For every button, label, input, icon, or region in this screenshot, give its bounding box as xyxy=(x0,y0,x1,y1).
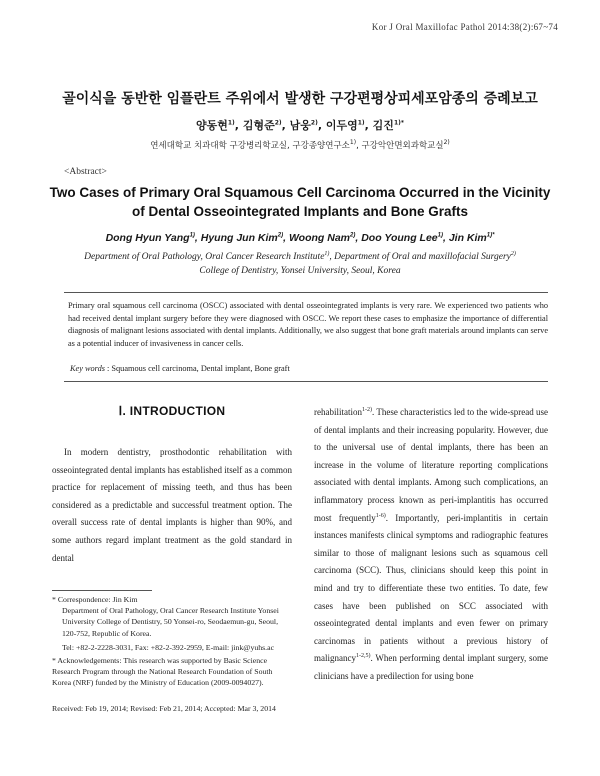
korean-affiliation: 연세대학교 치과대학 구강병리학교실, 구강종양연구소$^{1)}$, 구강악안면외과학교실$^{2)}$ xyxy=(150,139,450,151)
author-name: Dong Hyun Yang xyxy=(105,232,190,244)
author-name: 김진 xyxy=(372,119,394,132)
keywords-text: : Squamous cell carcinoma, Dental implant, Bone graft xyxy=(104,364,290,373)
correspondence-address: Department of Oral Pathology, Oral Cancer Research Institute Yonsei University College of Dentistry, 50 Yonsei-ro, Seodaemun-gu, Seoul, 120-752, Republic of Korea. xyxy=(62,606,279,638)
english-affiliation xyxy=(48,250,552,278)
correspondence-contact: Tel: +82-2-2228-3031, Fax: +82-2-392-2959, E-mail: jink@yuhs.ac xyxy=(62,642,275,652)
abstract-text: Primary oral squamous cell carcinoma (OSCC) associated with dental osseointegrated implants is very rare. We experienced two patients who had received dental implant surgery before they were diagnosed with OSCC. We report these cases to emphasize the importance of differential diagnosis of malignant lesions associated with dental implants. Additionally, we also suggest that bone graft materials around implants can serve as a potential inducer of invasiveness in cancer cells. xyxy=(68,301,548,348)
author-mark: 2) xyxy=(350,232,356,239)
author-name: 양동현 xyxy=(195,119,228,132)
affiliation-text: , Department of Oral and maxillofacial Surgery xyxy=(329,252,511,262)
citation-ref: 1-2) xyxy=(361,407,372,413)
affiliation-mark: 1) xyxy=(324,250,330,257)
author-mark: 2) xyxy=(310,119,318,127)
journal-citation: Kor J Oral Maxillofac Pathol 2014:38(2):67~74 xyxy=(371,22,558,32)
author-mark: 1) xyxy=(227,119,235,127)
author-mark: 1)* xyxy=(486,232,495,239)
english-title-line: of Dental Osseointegrated Implants and Bone Grafts xyxy=(131,204,469,219)
english-title-line: Two Cases of Primary Oral Squamous Cell Carcinoma Occurred in the Vicinity xyxy=(49,185,551,200)
abstract-bottom-rule xyxy=(64,381,548,382)
korean-title: 골이식을 동반한 임플란트 주위에서 발생한 구강편평상피세포암종의 증례보고 xyxy=(62,91,538,107)
author-name: Jin Kim xyxy=(448,232,487,244)
affiliation-mark: 2) xyxy=(443,139,450,147)
affiliation-text: Department of Oral Pathology, Oral Cancer Research Institute xyxy=(84,252,325,262)
received-dates: Received: Feb 19, 2014; Revised: Feb 21, 2014; Accepted: Mar 3, 2014 xyxy=(52,704,276,713)
acknowledgements-label: * Acknowledgements: xyxy=(52,656,122,665)
correspondence-footnote xyxy=(52,594,292,653)
korean-author-list: 양동현$^{1)}$, 김형준$^{2)}$, 남웅$^{2)}$, 이두영$^{1)}$, 김진$^{1)*}$ xyxy=(195,119,404,132)
author-name: 김형준 xyxy=(242,119,275,132)
affiliation-text: 구강악안면외과학교실 xyxy=(361,141,444,151)
affiliation-text: College of Dentistry, Yonsei University, Seoul, Korea xyxy=(199,266,401,276)
author-name: 남웅 xyxy=(289,119,311,132)
section-heading: Ⅰ. INTRODUCTION xyxy=(118,404,226,418)
body-text: . These characteristics led to the wide-spread use of dental implants and their increasing popularity. However, due to the universal use of dental implants, there has been an increase in the volume of literature reporting complications associated with dental implants. Among such complications, an inflammatory process known as peri-implantitis has occurred most frequently xyxy=(314,407,548,523)
body-column-right xyxy=(314,404,548,686)
english-title xyxy=(40,183,560,221)
author-name: Woong Nam xyxy=(288,232,351,244)
abstract-top-rule xyxy=(64,292,548,293)
author-name: Doo Young Lee xyxy=(361,232,438,244)
author-mark: 1) xyxy=(357,119,365,127)
english-author-list: Dong Hyun Yang$^{1)}$, Hyung Jun Kim$^{2)}$, Woong Nam$^{2)}$, Doo Young Lee$^{1)}$, Jin Kim$^{1)*}$ xyxy=(105,232,495,244)
citation-ref: 1-6) xyxy=(375,512,386,519)
affiliation-mark: 2) xyxy=(510,250,516,257)
author-mark: 1)* xyxy=(393,119,404,127)
body-column-left: In modern dentistry, prosthodontic rehabilitation with osseointegrated dental implants has established itself as a common practice for replacement of missing teeth, and thus has been considered as a predictable and successful treatment option. The overall success rate of dental implants is higher than 90%, and some authors regard implant treatment as the gold standard in dental xyxy=(52,447,292,563)
author-name: Hyung Jun Kim xyxy=(200,232,278,244)
author-name: 이두영 xyxy=(325,119,358,132)
body-text: . When performing dental implant surgery, some clinicians have a predilection for using bone xyxy=(314,653,548,681)
keywords-label: Key words xyxy=(70,364,105,373)
body-text: . Importantly, peri-implantitis in certain instances manifests clinical symptoms and radiographic features similar to those of malignant lesions such as squamous cell carcinoma (SCC). Thus, clinicians should keep this point in mind and try to differentiate these two entities. To date, few cases have been published on SCC associated with osseointegrated dental implants and even fewer on primary carcinomas in patients without a previous history of malignancy xyxy=(314,512,548,664)
author-mark: 1) xyxy=(189,232,195,239)
affiliation-mark: 1) xyxy=(349,139,357,147)
citation-ref: 1-2,5) xyxy=(356,653,371,660)
acknowledgements-text: This research was supported by Basic Science Research Program through the National Research Foundation of South Korea (NRF) funded by the Ministry of Education (2009-0094027). xyxy=(52,656,273,688)
abstract-label: <Abstract> xyxy=(64,167,107,177)
affiliation-text: 연세대학교 치과대학 구강병리학교실, 구강종양연구소 xyxy=(150,141,350,151)
footnote-rule xyxy=(52,590,152,591)
acknowledgements-footnote xyxy=(52,655,292,689)
author-mark: 2) xyxy=(274,119,282,127)
author-mark: 1) xyxy=(437,232,443,239)
correspondence-label: * Correspondence: Jin Kim xyxy=(52,595,138,604)
keywords xyxy=(70,364,290,373)
author-mark: 2) xyxy=(277,232,284,239)
body-text: rehabilitation xyxy=(314,407,362,417)
